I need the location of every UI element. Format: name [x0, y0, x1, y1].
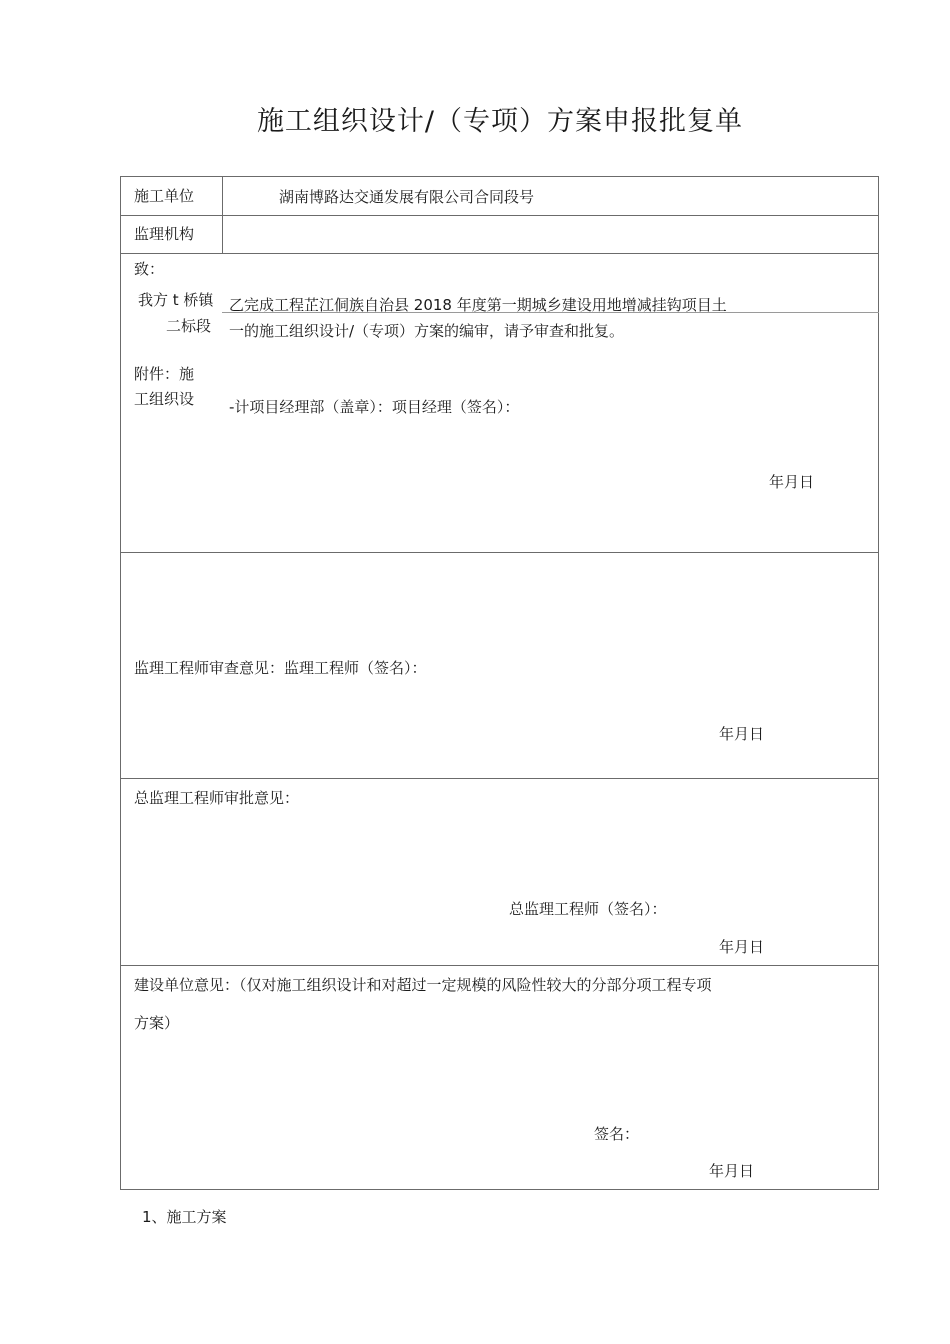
- owner-sign: 签名：: [594, 1125, 640, 1143]
- left-column-line-1: 我方 t 桥镇: [138, 291, 214, 309]
- engineer-review-line: 监理工程师审查意见：监理工程师（签名）：: [134, 659, 427, 677]
- date-4: 年月日: [709, 1162, 755, 1180]
- row-divider-5: [120, 965, 879, 966]
- date-3: 年月日: [719, 938, 765, 956]
- date-2: 年月日: [719, 725, 765, 743]
- body-line-2: 一的施工组织设计/（专项）方案的编审，请予审查和批复。: [229, 322, 625, 340]
- owner-opinion-line-1: 建设单位意见：（仅对施工组织设计和对超过一定规模的风险性较大的分部分项工程专项: [134, 976, 712, 994]
- left-column-line-2: 二标段: [166, 317, 212, 335]
- supervision-org-label: 监理机构: [134, 225, 195, 243]
- row-divider-3: [120, 552, 879, 553]
- footer-note: 1、施工方案: [142, 1208, 227, 1226]
- body-line-1: 乙完成工程芷江侗族自治县 2018 年度第一期城乡建设用地增减挂钩项目土: [229, 296, 727, 314]
- row-divider-4: [120, 778, 879, 779]
- owner-opinion-line-2: 方案）: [134, 1014, 180, 1032]
- page-title: 施工组织设计/（专项）方案申报批复单: [256, 106, 744, 137]
- row-divider-2: [120, 253, 879, 254]
- chief-engineer-sign: 总监理工程师（签名）：: [509, 900, 667, 918]
- chief-review-label: 总监理工程师审批意见：: [134, 789, 300, 807]
- construction-unit-value: 湖南博路达交通发展有限公司合同段号: [279, 188, 535, 206]
- date-1: 年月日: [769, 473, 815, 491]
- project-manager-sign-line: -计项目经理部（盖章）：项目经理（签名）：: [229, 398, 520, 416]
- attachment-line-2: 工组织设: [134, 390, 195, 408]
- attachment-line-1: 附件：施: [134, 365, 195, 383]
- to-label: 致：: [134, 260, 165, 278]
- construction-unit-label: 施工单位: [134, 187, 195, 205]
- row-divider-1: [120, 215, 879, 216]
